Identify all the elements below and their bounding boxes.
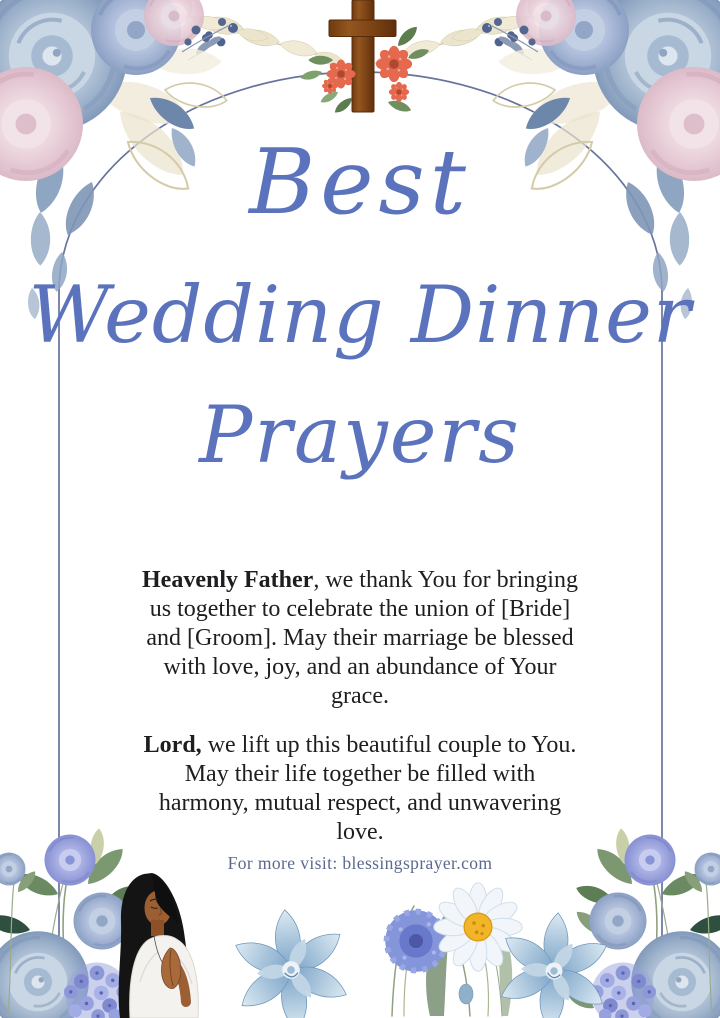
title-line-wedding-dinner: Wedding Dinner — [28, 269, 692, 361]
prayer-paragraph-1 — [110, 566, 610, 711]
prayer-1-lead: Heavenly Father — [142, 567, 314, 593]
prayer-2-line-2: May their life together be filled with — [184, 761, 536, 788]
cornflower — [385, 910, 446, 971]
title-line-prayers: Prayers — [199, 389, 521, 481]
prayer-2-lead: Lord, — [143, 732, 202, 758]
prayer-1-line-5: grace. — [331, 683, 389, 710]
prayer-2-line-3: harmony, mutual respect, and unwavering — [158, 790, 562, 817]
prayer-2-line-1: Lord, we lift up this beautiful couple to You. — [143, 732, 577, 758]
prayer-paragraph-2 — [110, 731, 610, 847]
flower-bud — [459, 984, 473, 1004]
lily-flower-left — [226, 904, 355, 1018]
prayer-1-line-3: and [Groom]. May their marriage be blessed — [146, 625, 574, 652]
prayer-1-line-1: Heavenly Father, we thank You for bringing — [142, 567, 578, 593]
prayer-1-line-2: us together to celebrate the union of [Bride] — [149, 596, 571, 623]
prayer-2-line-4: love. — [336, 819, 384, 846]
title-line-best: Best — [249, 130, 471, 235]
prayer-1-line-4: with love, joy, and an abundance of Your — [163, 654, 557, 681]
praying-woman — [119, 873, 199, 1018]
footer-url: For more visit: blessingsprayer.com — [227, 853, 493, 873]
